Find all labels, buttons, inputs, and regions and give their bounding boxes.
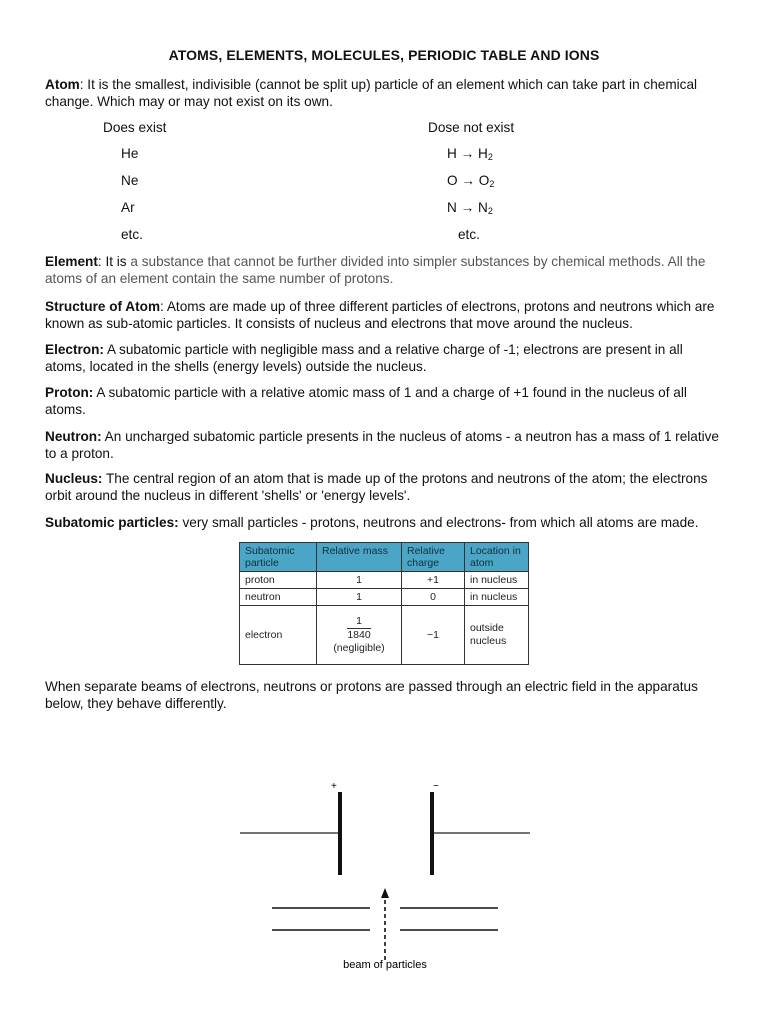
table-cell: neutron — [240, 589, 317, 606]
table-cell: outside nucleus — [465, 606, 529, 665]
table-header-cell: Relative mass — [317, 543, 402, 572]
plus-sign: + — [331, 781, 337, 792]
table-cell: in nucleus — [465, 589, 529, 606]
element-definition: Element: It is a substance that cannot be further divided into simpler substances by chemical methods. All the atoms of an element contain the same number of protons. — [45, 254, 706, 286]
table-header-row — [240, 543, 529, 572]
table-row — [240, 606, 529, 665]
not-exist-etc: etc. — [458, 227, 480, 242]
electron-term: Electron: — [45, 342, 104, 357]
electron-definition: Electron: A subatomic particle with negligible mass and a relative charge of -1; electrons are present in all atoms, located in the shells (energy levels) outside the nucleus. — [45, 342, 683, 374]
table-row — [240, 589, 529, 606]
table-cell: 1 — [317, 589, 402, 606]
not-exist-item: $O \to O_2$ — [447, 173, 495, 189]
not-exist-item: $H \to H_2$ — [447, 146, 493, 162]
proton-definition: Proton: A subatomic particle with a relative atomic mass of 1 and a charge of +1 found in the nucleus of all atoms. — [45, 385, 687, 417]
subatomic-definition: Subatomic particles: very small particles - protons, neutrons and electrons- from which all atoms are made. — [45, 515, 699, 530]
table-header-cell: Subatomic particle — [240, 543, 317, 572]
atom-term: Atom — [45, 77, 80, 92]
table-cell: proton — [240, 572, 317, 589]
not-exist-header: Dose not exist — [428, 120, 515, 135]
exist-header: Does exist — [103, 120, 167, 135]
neutron-term: Neutron: — [45, 429, 102, 444]
table-cell: electron — [240, 606, 317, 665]
neutron-definition: Neutron: An uncharged subatomic particle presents in the nucleus of atoms - a neutron has a mass of 1 relative to a proton. — [45, 429, 719, 461]
table-cell: +1 — [402, 572, 465, 589]
table-header-cell: Relative charge — [402, 543, 465, 572]
proton-term: Proton: — [45, 385, 94, 400]
table-row — [240, 572, 529, 589]
table-cell: −1 — [402, 606, 465, 665]
exist-item: etc. — [121, 227, 143, 242]
atom-definition — [45, 76, 725, 110]
mass-note: (negligible) — [333, 642, 385, 654]
subatomic-term: Subatomic particles: — [45, 515, 179, 530]
structure-definition: Structure of Atom: Atoms are made up of three different particles of electrons, protons and neutrons which are known as sub-atomic particles. It consists of nucleus and electrons that move around the nucleus. — [45, 299, 715, 331]
structure-term: Structure of Atom — [45, 299, 161, 314]
exist-item: Ne — [121, 173, 139, 188]
page-title: ATOMS, ELEMENTS, MOLECULES, PERIODIC TABLE AND IONS — [168, 47, 600, 63]
nucleus-term: Nucleus: — [45, 471, 103, 486]
exist-item: He — [121, 146, 139, 161]
beams-paragraph: When separate beams of electrons, neutrons or protons are passed through an electric field in the apparatus below, they behave differently. — [45, 679, 698, 711]
element-text: a substance that cannot be further divided into simpler substances by chemical methods. All the atoms of an element contain the same number of protons. — [45, 254, 706, 286]
beam-label: beam of particles — [343, 959, 427, 971]
particle-table — [239, 542, 529, 665]
table-header-cell: Location in atom — [465, 543, 529, 572]
table-cell: 1 — [317, 572, 402, 589]
table-cell: 0 — [402, 589, 465, 606]
mass-fraction: $\frac{1}{1840}$ — [347, 615, 371, 641]
electric-field-apparatus-diagram — [210, 770, 560, 980]
nucleus-definition: Nucleus: The central region of an atom that is made up of the protons and neutrons of the atom; the electrons orbit around the nucleus in different 'shells' or 'energy levels'. — [45, 471, 708, 503]
not-exist-item: $N \to N_2$ — [447, 200, 493, 216]
element-term: Element — [45, 254, 98, 269]
table-cell: in nucleus — [465, 572, 529, 589]
exist-item: Ar — [121, 200, 135, 215]
atom-text: : It is the smallest, indivisible (cannot be split up) particle of an element which can take part in chemical change. Which may or may not exist on its own. — [45, 77, 698, 109]
table-cell-fraction — [317, 606, 402, 665]
minus-sign: − — [433, 781, 439, 792]
beam-arrowhead-icon — [381, 888, 389, 898]
